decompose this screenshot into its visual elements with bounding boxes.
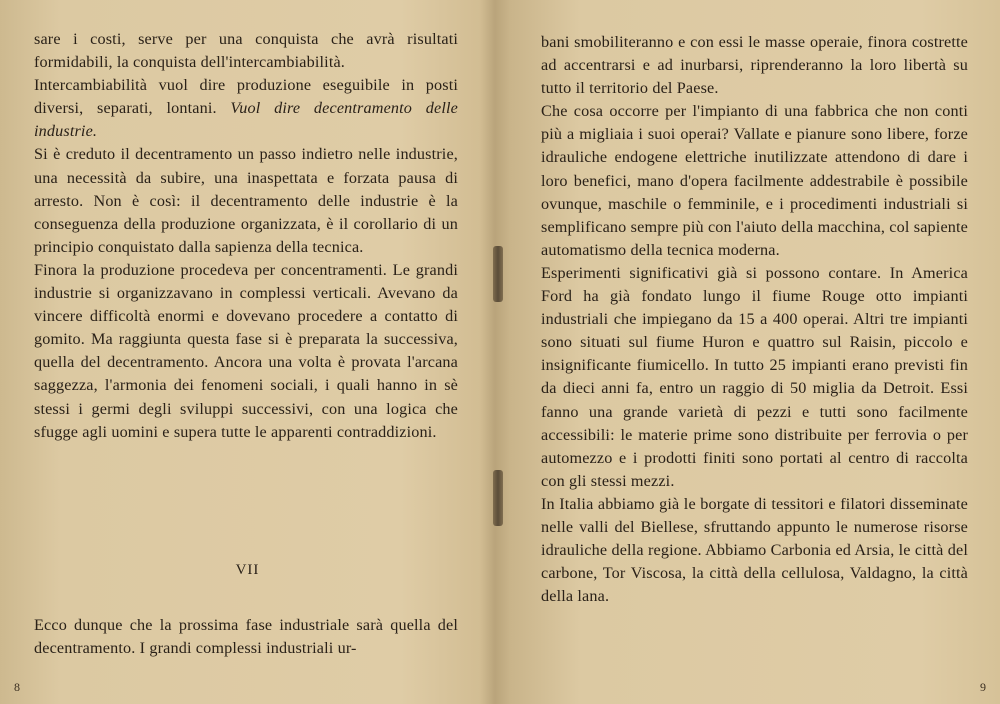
paragraph: Finora la produzione procedeva per concentramenti. Le grandi industrie si organizzavano in complessi verticali. Avevano da vincere difficoltà enormi e dovevano procedere a contatto di gomito. Ma raggiunta questa fase si è preparata la successiva, quella del decentramento. Ancora una volta è provata l'arcana saggezza, l'armonia dei fenomeni sociali, i quali hanno in sè stessi i germi degli sviluppi successivi, con una logica che sfugge agli uomini e supera tutte le apparenti contraddizioni. [34,260,458,441]
right-page-body [541,31,968,608]
left-page [0,0,495,704]
page-number-left: 8 [14,680,20,694]
paragraph: Esperimenti significativi già si possono contare. In America Ford ha già fondato lungo il fiume Rouge otto impianti industriali che impiegano da 15 a 400 operai. Altri tre impianti sono situati sul fiume Huron e quattro sul Raisin, piccolo e insignificante fiumicello. In tutto 25 impianti erano previsti fin da dieci anni fa, entro un raggio di 50 miglia da Detroit. Essi fanno una grande varietà di pezzi e tutti sono facilmente accessibili: le materie prime sono distribuite per ferrovia o per automezzo e i prodotti finiti sono portati al centro di raccolta con gli stessi mezzi. [541,263,968,490]
left-page-closing [34,614,458,660]
right-page [505,0,1000,704]
page-number-right: 9 [980,680,986,694]
paragraph: Ecco dunque che la prossima fase industriale sarà quella del decentramento. I grandi complessi industriali ur- [34,616,458,658]
binding-staple-icon [493,246,503,302]
paragraph-text: Intercambiabilità vuol dire produzione eseguibile in posti diversi, separati, lontani. [34,76,458,118]
italic-phrase: Vuol dire decentramento delle industrie. [34,99,458,141]
paragraph: In Italia abbiamo già le borgate di tessitori e filatori disseminate nelle valli del Biellese, sfruttando appunto le numerose risorse idrauliche della regione. Abbiamo Carbonia ed Arsia, le città del carbone, Tor Viscosa, la città della cellulosa, Valdagno, la città della lana. [541,494,968,606]
chapter-heading: VII [235,562,260,578]
binding-staple-icon [493,470,503,526]
paragraph [34,74,458,143]
paragraph: sare i costi, serve per una conquista che avrà risultati formidabili, la conquista dell'intercambiabilità. [34,30,458,72]
paragraph: bani smobiliteranno e con essi le masse operaie, finora costrette ad accentrarsi e ad inurbarsi, riprenderanno la loro libertà su tutto il territorio del Paese. [541,33,968,98]
paragraph: Che cosa occorre per l'impianto di una fabbrica che non conti più a migliaia i suoi operai? Vallate e pianure sono libere, forze idrauliche endogene elettriche inutilizzate attendono di dare i loro benefici, mano d'opera facilmente addestrabile è possibile ovunque, maschile o femminile, e i procedimenti industriali si semplificano sempre più con l'aiuto della macchina, col sapiente automatismo della tecnica moderna. [541,102,968,259]
paragraph: Si è creduto il decentramento un passo indietro nelle industrie, una necessità da subire, una inaspettata e forzata pausa di arresto. Non è così: il decentramento delle industrie è la conseguenza della produzione organizzata, è il corollario di un principio conquistato dalla sapienza della tecnica. [34,145,458,256]
left-page-body [34,28,458,444]
